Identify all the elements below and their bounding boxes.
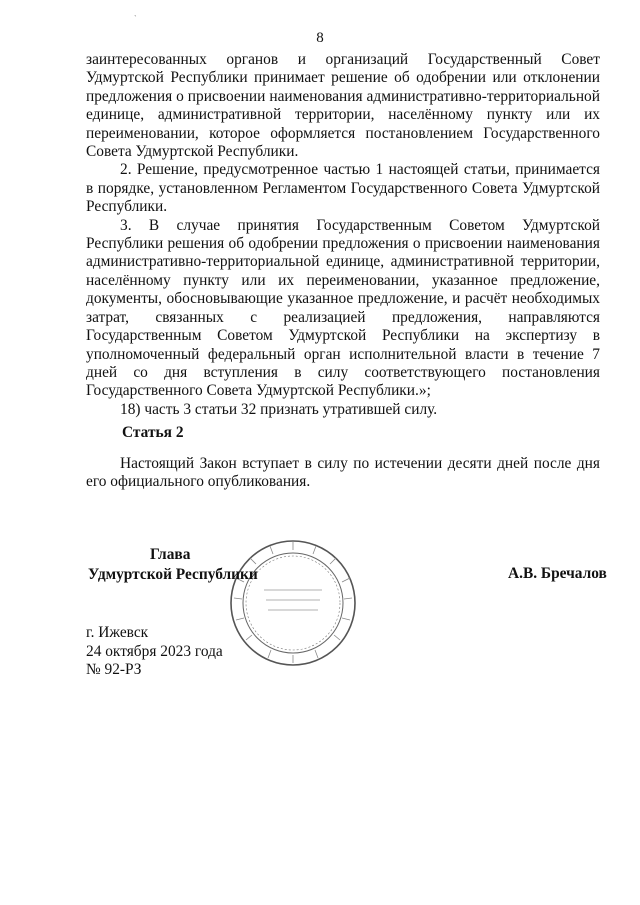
document-meta <box>86 624 223 680</box>
place: г. Ижевск <box>86 624 149 641</box>
paragraph-2: 2. Решение, предусмотренное частью 1 настоящей статьи, принимается в порядке, установленном Регламентом Государственного Совета Удмуртской Республики. <box>86 161 600 216</box>
page-number: 8 <box>316 30 324 46</box>
signatory-title-line2: Удмуртской Республики <box>88 566 258 583</box>
date: 24 октября 2023 года <box>86 642 223 660</box>
paragraph-3: 3. В случае принятия Государственным Советом Удмуртской Республики решения об одобрении предложения о присвоении наименования административно-территориальной единице, административной территории, населённому пункту или их переименовании, указанное предложение, документы, обосновывающие указанное предложение, и расчёт необходимых затрат, связанных с реализацией предложения, направляются Государственным Советом Удмуртской Республики на экспертизу в уполномоченный федеральный орган исполнительной власти в течение 7 дней со дня вступления в силу соответствующего постановления Государственного Совета Удмуртской Республики.»; <box>86 216 600 400</box>
signatory-name: А.В. Бречалов <box>508 565 607 582</box>
closing-paragraph: Настоящий Закон вступает в силу по истечении десяти дней после дня его официального опубликования. <box>86 455 600 491</box>
scan-mark: ˋ <box>134 14 137 23</box>
signatory-title-line1: Глава <box>150 546 191 563</box>
law-number: № 92-РЗ <box>86 661 142 678</box>
article-heading: Статья 2 <box>122 424 184 441</box>
paragraph-continuation: заинтересованных органов и организаций Государственный Совет Удмуртской Республики принимает решение об одобрении или отклонении предложения о присвоении наименования административно-территориальной единице, административной территории, населённому пункту или их переименовании, которое оформляется постановлением Государственного Совета Удмуртской Республики. <box>86 51 600 161</box>
signatory-title <box>88 545 258 585</box>
paragraph-18: 18) часть 3 статьи 32 признать утратившей силу. <box>120 400 438 418</box>
document-body <box>86 51 600 419</box>
